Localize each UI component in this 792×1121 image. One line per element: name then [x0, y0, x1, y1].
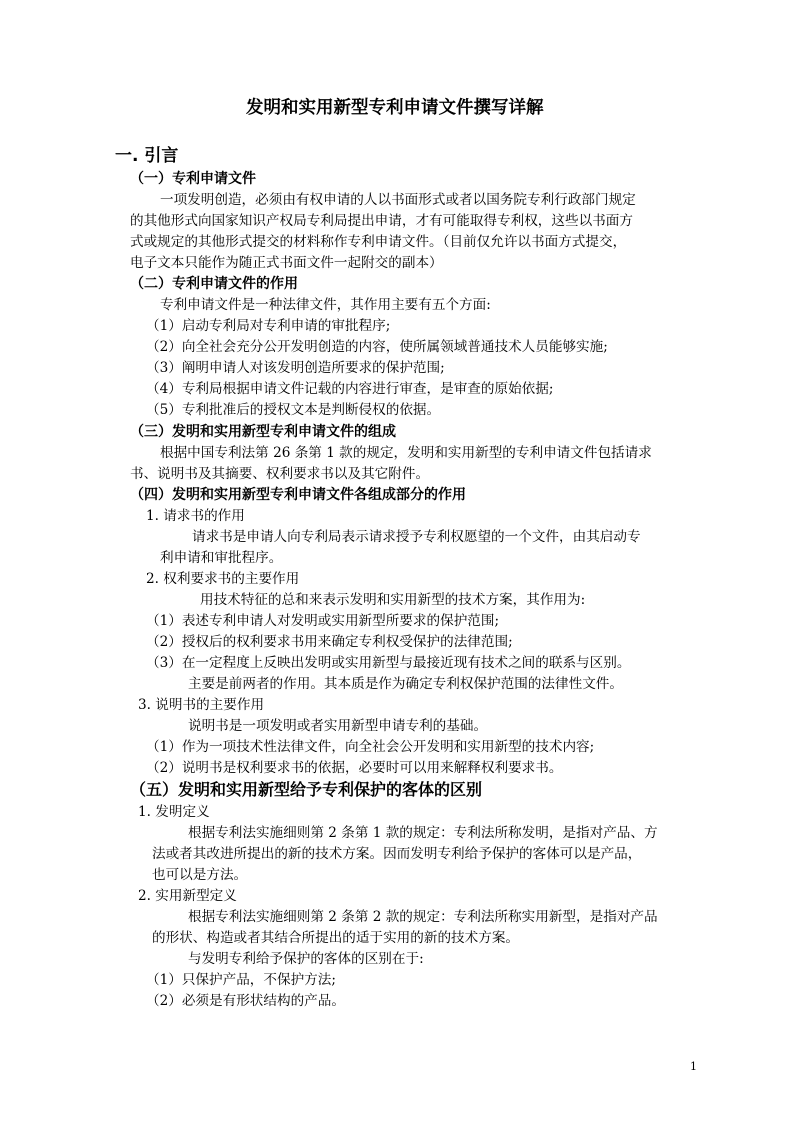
item-heading: 1. 发明定义 — [138, 804, 210, 820]
list-item: （1）作为一项技术性法律文件，向全社会公开发明和实用新型的技术内容; — [146, 739, 595, 755]
subsection-heading: （三）发明和实用新型专利申请文件的组成 — [130, 424, 396, 440]
list-item: （4）专利局根据申请文件记载的内容进行审查，是审查的原始依据; — [146, 381, 554, 397]
subsection-heading: （二）专利申请文件的作用 — [130, 276, 298, 292]
list-item: （5）专利批准后的授权文本是判断侵权的依据。 — [146, 402, 441, 418]
list-item: （1）表述专利申请人对发明或实用新型所要求的保护范围; — [146, 613, 500, 629]
subsection-heading: （一）专利申请文件 — [130, 171, 256, 187]
paragraph-line: 的其他形式向国家知识产权局专利局提出申请，才有可能取得专利权，这些以书面方 — [130, 213, 633, 229]
list-item: （2）向全社会充分公开发明创造的内容，使所属领域普通技术人员能够实施; — [146, 339, 608, 355]
list-item: （1）启动专利局对专利申请的审批程序; — [146, 318, 391, 334]
subsection-heading: （五）发明和实用新型给予专利保护的客体的区别 — [130, 780, 483, 799]
paragraph-line: 根据专利法实施细则第 2 条第 1 款的规定：专利法所称发明，是指对产品、方 — [188, 825, 658, 841]
paragraph-line: 书、说明书及其摘要、权利要求书以及其它附件。 — [130, 466, 430, 482]
list-item: （3）在一定程度上反映出发明或实用新型与最接近现有技术之间的联系与区别。 — [146, 655, 631, 671]
paragraph-line: 专利申请文件是一种法律文件，其作用主要有五个方面: — [160, 297, 491, 313]
paragraph-line: 利申请和审批程序。 — [160, 550, 283, 566]
paragraph-line: 也可以是方法。 — [152, 867, 248, 883]
list-item: （1）只保护产品，不保护方法; — [146, 972, 336, 988]
list-item: （2）说明书是权利要求书的依据，必要时可以用来解释权利要求书。 — [146, 760, 563, 776]
section-heading: 一. 引言 — [115, 146, 179, 166]
paragraph-line: 与发明专利给予保护的客体的区别在于: — [188, 951, 424, 967]
paragraph-line: 法或者其改进所提出的新的技术方案。因而发明专利给予保护的客体可以是产品， — [152, 846, 642, 862]
paragraph-line: 一项发明创造，必须由有权申请的人以书面形式或者以国务院专利行政部门规定 — [160, 192, 636, 208]
paragraph-line: 式或规定的其他形式提交的材料称作专利申请文件。（目前仅允许以书面方式提交， — [130, 234, 627, 250]
list-item: （2）必须是有形状结构的产品。 — [146, 993, 345, 1009]
page-number: 1 — [690, 1060, 697, 1073]
item-heading: 3. 说明书的主要作用 — [138, 697, 265, 713]
paragraph-line: 请求书是申请人向专利局表示请求授予专利权愿望的一个文件，由其启动专 — [192, 529, 641, 545]
item-heading: 2. 实用新型定义 — [138, 888, 237, 904]
paragraph-line: 根据中国专利法第 26 条第 1 款的规定，发明和实用新型的专利申请文件包括请求 — [160, 445, 652, 461]
subsection-heading: （四）发明和实用新型专利申请文件各组成部分的作用 — [130, 487, 466, 503]
item-heading: 1. 请求书的作用 — [146, 508, 245, 524]
list-item: （2）授权后的权利要求书用来确定专利权受保护的法律范围; — [146, 634, 513, 650]
page-title: 发明和实用新型专利申请文件撰写详解 — [246, 98, 544, 118]
paragraph-line: 根据专利法实施细则第 2 条第 2 款的规定：专利法所称实用新型，是指对产品 — [188, 909, 658, 925]
paragraph-line: 的形状、构造或者其结合所提出的适于实用的新的技术方案。 — [152, 930, 520, 946]
paragraph-line: 主要是前两者的作用。其本质是作为确定专利权保护范围的法律性文件。 — [188, 676, 623, 692]
paragraph-line: 电子文本只能作为随正式书面文件一起附交的副本） — [130, 255, 443, 271]
list-item: （3）阐明申请人对该发明创造所要求的保护范围; — [146, 360, 445, 376]
item-heading: 2. 权利要求书的主要作用 — [146, 571, 300, 587]
paragraph-line: 说明书是一项发明或者实用新型申请专利的基础。 — [188, 718, 488, 734]
paragraph-line: 用技术特征的总和来表示发明和实用新型的技术方案，其作用为: — [200, 592, 586, 608]
